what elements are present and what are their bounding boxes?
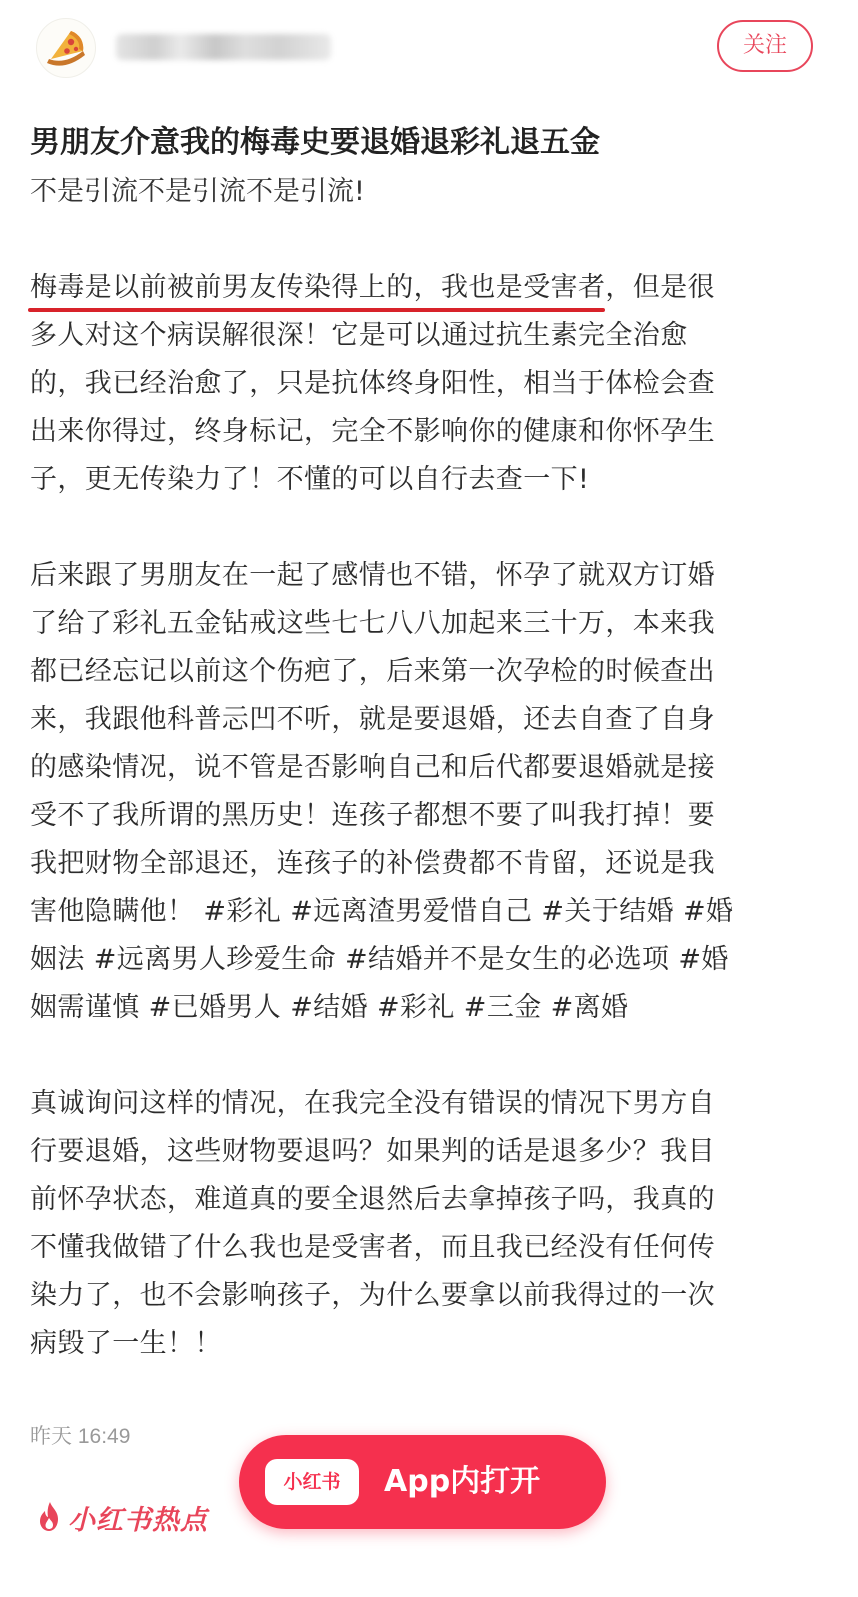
paragraph-line: 了给了彩礼五金钻戒这些七七八八加起来三十万，本来我 [30,608,715,639]
paragraph-line: 害他隐瞒他！ #彩礼 #远离渣男爱惜自己 #关于结婚 #婚 [30,896,734,927]
underlined-text [30,264,605,312]
open-in-app-label: App内打开 [384,1464,541,1499]
paragraph-line: 姻需谨慎 #已婚男人 #结婚 #彩礼 #三金 #离婚 [30,992,629,1023]
line-rest: ，但是很 [605,272,716,303]
paragraph-line: 我把财物全部退还，连孩子的补偿费都不肯留，还说是我 [30,848,715,879]
pizza-slice-icon [43,25,89,71]
paragraph-2 [30,552,830,1032]
post-body [30,118,830,1416]
paragraph-line: 行要退婚，这些财物要退吗？如果判的话是退多少？我目 [30,1136,715,1167]
paragraph-line: 子，更无传染力了！不懂的可以自行去查一下! [30,464,590,495]
paragraph-line: 真诚询问这样的情况，在我完全没有错误的情况下男方自 [30,1088,715,1119]
paragraph-line [30,264,830,312]
paragraph-1 [30,264,830,504]
paragraph-line: 来，我跟他科普忈凹不听，就是要退婚，还去自查了自身 [30,704,715,735]
post-timestamp: 昨天 16:49 [30,1425,131,1448]
paragraph-line: 出来你得过，终身标记，完全不影响你的健康和你怀孕生 [30,416,715,447]
post-header [0,0,858,100]
post-title: 男朋友介意我的梅毒史要退婚退彩礼退五金 [30,125,600,160]
footer-brand [36,1497,208,1537]
follow-button[interactable]: 关注 [717,20,813,72]
paragraph-line: 前怀孕状态，难道真的要全退然后去拿掉孩子吗，我真的 [30,1184,715,1215]
post-subtitle: 不是引流不是引流不是引流! [30,176,365,207]
paragraph-line: 后来跟了男朋友在一起了感情也不错，怀孕了就双方订婚 [30,560,715,591]
brand-text: 小红书热点 [68,1504,208,1536]
paragraph-line: 姻法 #远离男人珍爱生命 #结婚并不是女生的必选项 #婚 [30,944,729,975]
paragraph-3 [30,1080,830,1368]
paragraph-line: 病毁了一生！！ [30,1328,222,1359]
open-in-app-button[interactable] [239,1435,606,1529]
underlined-phrase: 梅毒是以前被前男友传染得上的，我也是受害者 [30,272,606,303]
username[interactable] [116,34,331,60]
app-logo: 小红书 [265,1459,359,1505]
paragraph-line: 不懂我做错了什么我也是受害者，而且我已经没有任何传 [30,1232,715,1263]
flame-icon [36,1500,64,1534]
paragraph-line: 受不了我所谓的黑历史！连孩子都想不要了叫我打掉！要 [30,800,715,831]
paragraph-line: 都已经忘记以前这个伤疤了，后来第一次孕检的时候查出 [30,656,715,687]
paragraph-line: 的，我已经治愈了，只是抗体终身阳性，相当于体检会查 [30,368,715,399]
paragraph-line: 染力了，也不会影响孩子，为什么要拿以前我得过的一次 [30,1280,715,1311]
paragraph-line: 多人对这个病误解很深！它是可以通过抗生素完全治愈 [30,320,688,351]
paragraph-line: 的感染情况，说不管是否影响自己和后代都要退婚就是接 [30,752,715,783]
avatar[interactable] [36,18,96,78]
red-underline-mark [28,308,605,312]
